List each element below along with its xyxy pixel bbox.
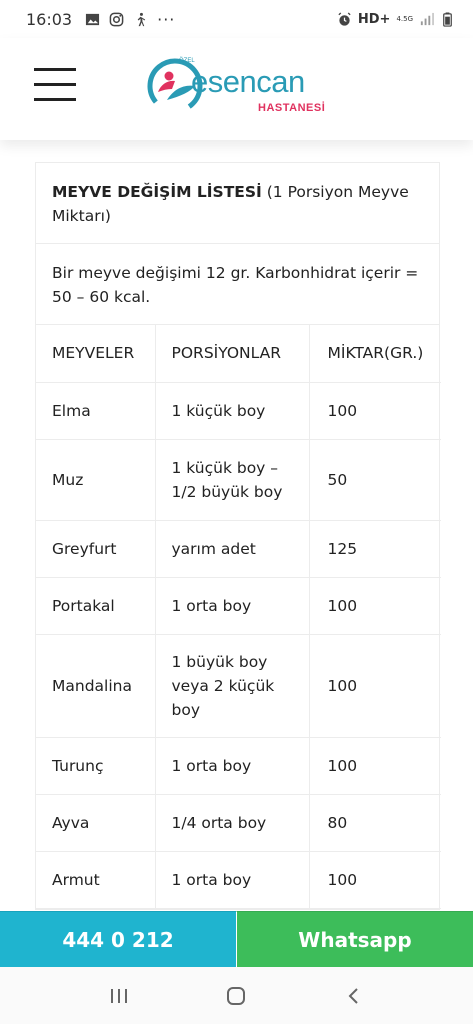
logo-subtitle: HASTANESİ: [258, 102, 326, 114]
section-title-bold: MEYVE DEĞİŞİM LİSTESİ: [52, 183, 262, 201]
fruit-portion: 1 orta boy: [155, 737, 309, 794]
fruit-name: Turunç: [36, 737, 155, 794]
fruit-portion: 1 orta boy: [155, 577, 309, 634]
table-row: [36, 851, 441, 908]
logo-text: esencan: [191, 64, 305, 99]
fruit-exchange-box: [35, 162, 440, 910]
fruit-name: Portakal: [36, 577, 155, 634]
table-header-row: [36, 325, 441, 382]
instagram-icon: [109, 12, 124, 27]
fruit-name: Muz: [36, 439, 155, 520]
table-row: [36, 577, 441, 634]
fruit-portion: 1 orta boy: [155, 851, 309, 908]
gallery-icon: [85, 12, 100, 27]
fruit-amount: 125: [309, 520, 441, 577]
recent-apps-button[interactable]: [99, 976, 139, 1016]
home-button[interactable]: [216, 976, 256, 1016]
call-button[interactable]: 444 0 212: [0, 911, 236, 967]
system-nav-bar: [0, 967, 473, 1024]
fruit-name: Mandalina: [36, 634, 155, 737]
section-title-rest: (1 Porsiyon Meyve Miktarı): [52, 183, 409, 225]
fruit-table: [36, 325, 441, 909]
table-row: [36, 737, 441, 794]
fruit-amount: 100: [309, 737, 441, 794]
logo-small-text: ÖZEL: [179, 58, 195, 64]
table-row: [36, 382, 441, 439]
fruit-portion: 1 büyük boy veya 2 küçük boy: [155, 634, 309, 737]
network-generation: 4.5G: [396, 15, 413, 23]
fruit-name: Ayva: [36, 794, 155, 851]
table-row: [36, 794, 441, 851]
main-content: [35, 162, 440, 910]
fruit-name: Armut: [36, 851, 155, 908]
home-icon: [225, 985, 247, 1007]
column-header: PORSİYONLAR: [155, 325, 309, 382]
walking-icon: [133, 12, 148, 27]
status-time: 16:03: [26, 9, 73, 29]
section-title: [36, 163, 439, 244]
fruit-amount: 100: [309, 382, 441, 439]
alarm-icon: [337, 12, 352, 27]
recent-apps-icon: [109, 987, 129, 1005]
table-row: [36, 634, 441, 737]
status-bar: [0, 0, 473, 38]
table-row: [36, 439, 441, 520]
fruit-portion: 1/4 orta boy: [155, 794, 309, 851]
hospital-logo[interactable]: [145, 56, 327, 116]
fruit-amount: 100: [309, 577, 441, 634]
fruit-portion: yarım adet: [155, 520, 309, 577]
fruit-amount: 50: [309, 439, 441, 520]
back-icon: [346, 986, 362, 1006]
fruit-amount: 100: [309, 851, 441, 908]
column-header: MEYVELER: [36, 325, 155, 382]
whatsapp-button[interactable]: Whatsapp: [236, 911, 473, 967]
back-button[interactable]: [334, 976, 374, 1016]
site-header: [0, 38, 473, 140]
section-description: Bir meyve değişimi 12 gr. Karbonhidrat içerir = 50 – 60 kcal.: [36, 244, 439, 325]
column-header: MİKTAR(GR.): [309, 325, 441, 382]
table-row: [36, 520, 441, 577]
fruit-portion: 1 küçük boy – 1/2 büyük boy: [155, 439, 309, 520]
menu-icon[interactable]: [34, 68, 76, 102]
fruit-name: Greyfurt: [36, 520, 155, 577]
fruit-name: Elma: [36, 382, 155, 439]
signal-icon: [419, 12, 434, 27]
fruit-amount: 100: [309, 634, 441, 737]
fruit-portion: 1 küçük boy: [155, 382, 309, 439]
more-notifications-dots: ···: [157, 9, 176, 29]
fruit-amount: 80: [309, 794, 441, 851]
contact-bar: [0, 911, 473, 967]
battery-icon: [440, 12, 455, 27]
network-type: HD+: [357, 11, 391, 27]
